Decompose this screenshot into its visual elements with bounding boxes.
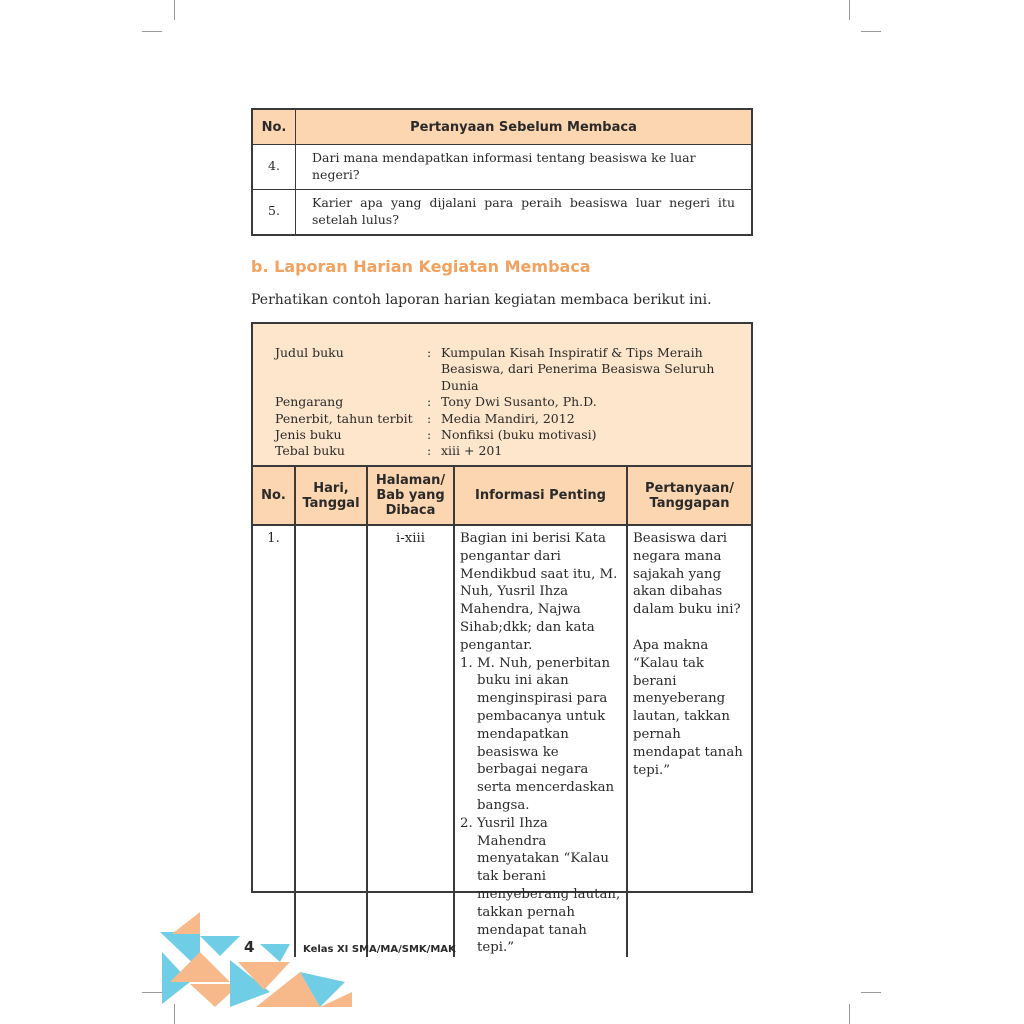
crop-mark xyxy=(861,31,881,32)
list-item-number: 2. xyxy=(460,815,473,831)
book-type-value: Nonfiksi (buku motivasi) xyxy=(441,427,597,443)
response-question-2: Apa makna “Kalau tak berani menyeberang lautan, takkan pernah mendapat tanah tepi.” xyxy=(633,637,743,778)
table-row xyxy=(252,145,752,190)
list-item-text: M. Nuh, penerbitan buku ini akan menginspirasi para pembacanya untuk mendapatkan beasiswa ke berbagai negara serta mencerdaskan bangsa. xyxy=(477,655,615,813)
deco-triangle xyxy=(172,912,200,934)
author-label: Pengarang xyxy=(275,394,344,410)
page-number: 4 xyxy=(244,938,255,956)
footer-class-label: Kelas XI SMA/MA/SMK/MAK xyxy=(303,944,456,955)
deco-triangle xyxy=(260,944,290,962)
header-no: No. xyxy=(253,467,295,525)
header-questions-responses: Pertanyaan/ Tanggapan xyxy=(627,467,751,525)
row-number: 4. xyxy=(252,145,296,190)
header-important-info: Informasi Penting xyxy=(454,467,627,525)
crop-mark xyxy=(849,1004,850,1024)
publisher-value: Media Mandiri, 2012 xyxy=(441,410,575,426)
row-number: 1. xyxy=(253,525,295,957)
book-type-label: Jenis buku xyxy=(275,427,342,443)
row-date xyxy=(295,525,367,957)
book-title-value: Kumpulan Kisah Inspiratif & Tips Meraih Beasiswa, dari Penerima Beasiswa Seluruh Dunia xyxy=(441,345,715,393)
book-info-row xyxy=(275,345,751,394)
section-heading: b. Laporan Harian Kegiatan Membaca xyxy=(251,257,591,276)
list-item xyxy=(460,815,621,957)
deco-triangle xyxy=(200,936,240,956)
questions-table-header xyxy=(252,109,752,145)
intro-paragraph: Perhatikan contoh laporan harian kegiatan membaca berikut ini. xyxy=(251,292,712,308)
crop-mark xyxy=(142,992,162,993)
book-info-box xyxy=(253,324,751,467)
header-question: Pertanyaan Sebelum Membaca xyxy=(296,109,753,145)
questions-table xyxy=(251,108,753,236)
book-info-row xyxy=(275,443,751,459)
author-value: Tony Dwi Susanto, Ph.D. xyxy=(441,394,597,410)
decorative-triangles xyxy=(160,912,355,1007)
deco-triangle xyxy=(170,952,230,982)
book-info-row xyxy=(275,394,751,410)
crop-mark xyxy=(174,1004,175,1024)
publisher-label: Penerbit, tahun terbit xyxy=(275,410,413,426)
table-row xyxy=(252,189,752,234)
info-colon: : xyxy=(427,345,432,360)
page-count-label: Tebal buku xyxy=(275,443,345,459)
row-question: Dari mana mendapatkan informasi tentang beasiswa ke luar negeri? xyxy=(296,145,753,190)
book-title-label: Judul buku xyxy=(275,345,344,360)
info-intro: Bagian ini berisi Kata pengantar dari Mendikbud saat itu, M. Nuh, Yusril Ihza Mahendra, Najwa Sihab;dkk; dan kata pengantar. xyxy=(460,531,618,653)
crop-mark xyxy=(174,0,175,20)
page-count-value: xiii + 201 xyxy=(441,443,503,459)
list-item-text: Yusril Ihza Mahendra menyatakan “Kalau tak berani menyeberang lautan, takkan pernah mendapat tanah tepi.” xyxy=(477,815,621,956)
crop-mark xyxy=(861,992,881,993)
book-info-row xyxy=(275,427,751,443)
info-colon: : xyxy=(427,410,432,426)
info-colon: : xyxy=(427,394,432,410)
row-number: 5. xyxy=(252,189,296,234)
row-pages: i-xiii xyxy=(367,525,454,957)
response-question-1: Beasiswa dari negara mana sajakah yang akan dibahas dalam buku ini? xyxy=(633,531,741,618)
header-date: Hari, Tanggal xyxy=(295,467,367,525)
table-row xyxy=(253,525,751,957)
row-questions-responses xyxy=(627,525,751,957)
list-item xyxy=(460,655,621,815)
info-colon: : xyxy=(427,427,432,443)
info-colon: : xyxy=(427,443,432,459)
crop-mark xyxy=(142,31,162,32)
reading-log-table xyxy=(253,467,751,957)
row-important-info xyxy=(454,525,627,957)
book-info-row xyxy=(275,411,751,427)
info-points-list xyxy=(460,655,621,958)
header-no: No. xyxy=(252,109,296,145)
crop-mark xyxy=(849,0,850,20)
list-item-number: 1. xyxy=(460,655,473,671)
reading-log-header xyxy=(253,467,751,525)
header-pages: Halaman/ Bab yang Dibaca xyxy=(367,467,454,525)
row-question: Karier apa yang dijalani para peraih beasiswa luar negeri itu setelah lulus? xyxy=(296,189,753,234)
spacer xyxy=(633,619,746,637)
